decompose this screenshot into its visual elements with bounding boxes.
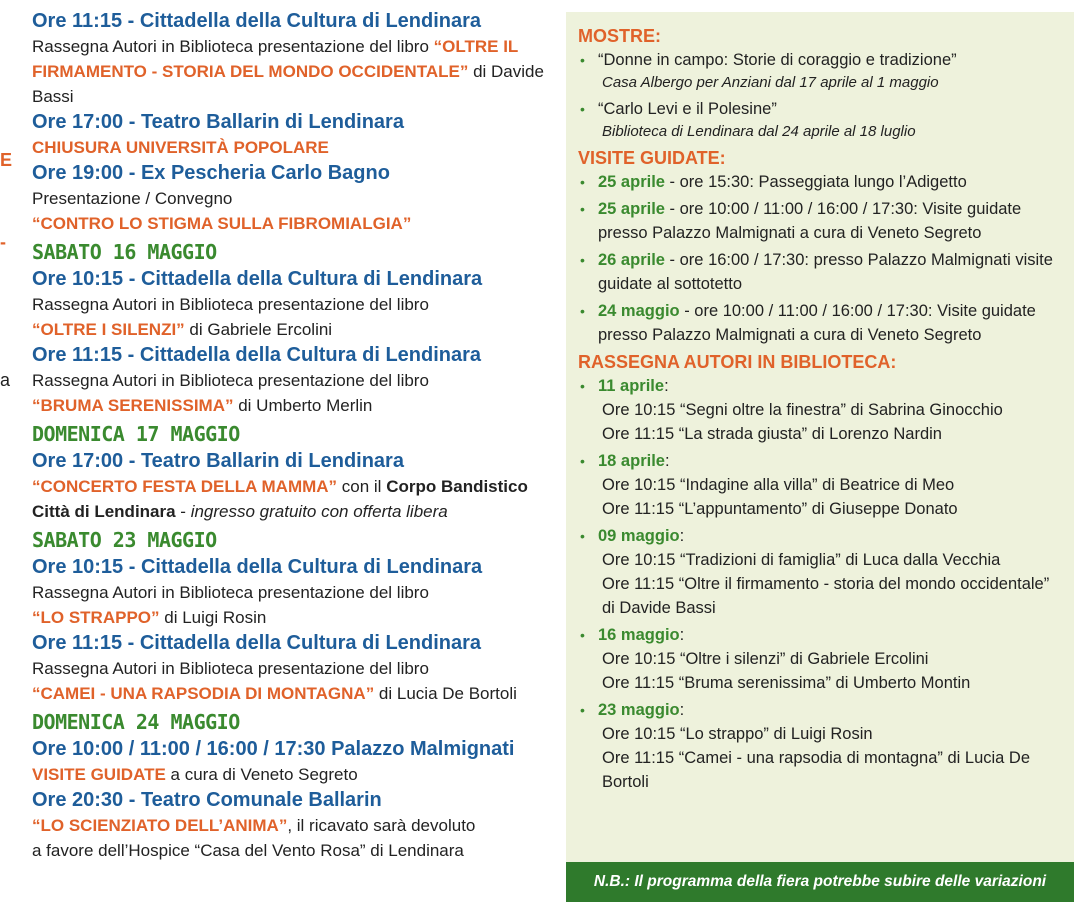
item-main-text <box>598 698 1064 722</box>
item-detail-line: Ore 10:15 “Oltre i silenzi” di Gabriele Ercolini <box>602 650 929 668</box>
text-run: Rassegna Autori in Biblioteca presentazione del libro <box>32 659 429 678</box>
item-detail-line: Ore 10:15 “Lo strappo” di Luigi Rosin <box>602 725 873 743</box>
event-detail-line <box>32 393 552 418</box>
bullet-icon: • <box>580 378 585 394</box>
event-detail-line <box>32 292 552 317</box>
text-run: di Umberto Merlin <box>233 396 373 415</box>
panel-list-item <box>578 197 1064 245</box>
text-run: , il ricavato sarà devoluto <box>287 816 476 835</box>
text-run: Presentazione / Convegno <box>32 189 233 208</box>
text-run: : <box>664 452 670 470</box>
edge-fragment: E <box>0 150 13 170</box>
event-detail-line <box>32 838 552 863</box>
text-run: 09 maggio <box>598 527 680 545</box>
panel-list-item <box>578 248 1064 296</box>
bullet-icon: • <box>580 303 585 319</box>
panel-list-item <box>578 698 1064 794</box>
text-run: 23 maggio <box>598 701 680 719</box>
item-main-text <box>598 374 1064 398</box>
text-run: - <box>175 502 191 521</box>
text-run: 25 aprile <box>598 173 665 191</box>
day-heading: DOMENICA 17 MAGGIO <box>32 422 240 446</box>
section-title: MOSTRE: <box>578 26 661 46</box>
text-run: Città di Lendinara <box>32 502 176 521</box>
text-run: - ore 10:00 / 11:00 / 16:00 / 17:30: Visite guidate presso Palazzo Malmignati a cura di Veneto Segreto <box>598 302 1036 344</box>
text-run: 11 aprile <box>598 377 665 395</box>
text-run: “Carlo Levi e il Polesine” <box>598 100 777 118</box>
day-heading: SABATO 23 MAGGIO <box>32 528 217 552</box>
bullet-icon: • <box>580 528 585 544</box>
event-time-venue: Ore 11:15 - Cittadella della Cultura di Lendinara <box>32 10 482 32</box>
text-run: CHIUSURA UNIVERSITÀ POPOLARE <box>32 138 329 157</box>
event-detail-line <box>32 474 552 499</box>
bullet-icon: • <box>580 101 585 117</box>
event-detail-line <box>32 762 552 787</box>
text-run: “CONTRO LO STIGMA SULLA FIBROMIALGIA” <box>32 214 412 233</box>
item-detail-line: Ore 11:15 “Bruma serenissima” di Umberto Montin <box>602 674 971 692</box>
section-title: VISITE GUIDATE: <box>578 148 726 168</box>
text-run: “BRUMA SERENISSIMA” <box>32 396 234 415</box>
text-run: ingresso gratuito con offerta libera <box>190 502 448 521</box>
edge-fragment: - <box>0 232 6 252</box>
text-run: Corpo Bandistico <box>386 477 528 496</box>
text-run: di Luigi Rosin <box>159 608 267 627</box>
item-detail-line: Ore 11:15 “La strada giusta” di Lorenzo Nardin <box>602 425 942 443</box>
text-run: “LO SCIENZIATO DELL’ANIMA” <box>32 816 288 835</box>
text-run: 25 aprile <box>598 200 665 218</box>
day-heading: DOMENICA 24 MAGGIO <box>32 710 240 734</box>
text-run: “LO STRAPPO” <box>32 608 160 627</box>
event-time-venue: Ore 10:15 - Cittadella della Cultura di Lendinara <box>32 556 483 578</box>
text-run: “OLTRE I SILENZI” <box>32 320 185 339</box>
event-time-venue: Ore 17:00 - Teatro Ballarin di Lendinara <box>32 111 404 133</box>
text-run: 24 maggio <box>598 302 680 320</box>
text-run: 26 aprile <box>598 251 665 269</box>
item-subtitle: Casa Albergo per Anziani dal 17 aprile al 1 maggio <box>602 74 939 91</box>
text-run: - ore 16:00 / 17:30: presso Palazzo Malmignati visite guidate al sottotetto <box>598 251 1053 293</box>
event-detail-line <box>32 317 552 342</box>
text-run: “OLTRE IL FIRMAMENTO - STORIA DEL MONDO OCCIDENTALE” <box>32 37 519 81</box>
event-time-venue: Ore 11:15 - Cittadella della Cultura di Lendinara <box>32 344 482 366</box>
text-run: : <box>679 626 685 644</box>
text-run: : <box>664 377 669 395</box>
event-block <box>32 448 552 524</box>
text-run: : <box>679 527 685 545</box>
event-time-venue: Ore 10:15 - Cittadella della Cultura di Lendinara <box>32 268 483 290</box>
text-run: VISITE GUIDATE <box>32 765 166 784</box>
item-main-text <box>598 623 1064 647</box>
event-block <box>32 109 552 160</box>
event-block <box>32 160 552 236</box>
event-detail-line <box>32 135 552 160</box>
panel-list-item <box>578 170 1064 194</box>
bullet-icon: • <box>580 252 585 268</box>
event-time-venue: Ore 20:30 - Teatro Comunale Ballarin <box>32 789 382 811</box>
text-run: Rassegna Autori in Biblioteca presentazione del libro <box>32 583 429 602</box>
text-run: - ore 15:30: Passeggiata lungo l’Adigetto <box>664 173 967 191</box>
text-run: di Lucia De Bortoli <box>374 684 517 703</box>
text-run: “CONCERTO FESTA DELLA MAMMA” <box>32 477 338 496</box>
event-detail-line <box>32 605 552 630</box>
item-main-text <box>598 97 1064 121</box>
event-detail-line <box>32 34 552 109</box>
item-main-text <box>598 248 1064 296</box>
day-heading: SABATO 16 MAGGIO <box>32 240 217 264</box>
side-info-content <box>566 12 1074 794</box>
item-main-text <box>598 197 1064 245</box>
event-detail-line <box>32 368 552 393</box>
event-detail-line <box>32 211 552 236</box>
panel-list-item <box>578 374 1064 446</box>
edge-fragment: a <box>0 370 11 390</box>
item-main-text <box>598 170 1064 194</box>
event-detail-line <box>32 186 552 211</box>
event-detail-line <box>32 499 552 524</box>
item-detail-line: Ore 11:15 “Camei - una rapsodia di montagna” di Lucia De Bortoli <box>602 749 1031 791</box>
bullet-icon: • <box>580 702 585 718</box>
item-main-text <box>598 524 1064 548</box>
item-detail-line: Ore 10:15 “Segni oltre la finestra” di Sabrina Ginocchio <box>602 401 1003 419</box>
side-info-panel <box>566 12 1074 900</box>
event-detail-line <box>32 681 552 706</box>
section-title: RASSEGNA AUTORI IN BIBLIOTECA: <box>578 352 897 372</box>
footer-note: N.B.: Il programma della fiera potrebbe subire delle variazioni <box>566 862 1074 902</box>
event-block <box>32 266 552 342</box>
event-time-venue: Ore 11:15 - Cittadella della Cultura di Lendinara <box>32 632 482 654</box>
event-block <box>32 630 552 706</box>
panel-list-item <box>578 299 1064 347</box>
text-run: - ore 10:00 / 11:00 / 16:00 / 17:30: Visite guidate presso Palazzo Malmignati a cura di Veneto Segreto <box>598 200 1022 242</box>
bullet-icon: • <box>580 52 585 68</box>
text-run: con il <box>337 477 387 496</box>
event-detail-line <box>32 813 552 838</box>
bullet-icon: • <box>580 453 585 469</box>
text-run: “Donne in campo: Storie di coraggio e tradizione” <box>598 51 957 69</box>
item-detail-line: Ore 10:15 “Tradizioni di famiglia” di Luca dalla Vecchia <box>602 551 1001 569</box>
event-detail-line <box>32 580 552 605</box>
event-block <box>32 342 552 418</box>
panel-list-item <box>578 97 1064 143</box>
panel-list-item <box>578 48 1064 94</box>
event-schedule-column <box>32 8 552 863</box>
item-detail-line: Ore 11:15 “Oltre il firmamento - storia del mondo occidentale” di Davide Bassi <box>602 575 1050 617</box>
panel-list-item <box>578 449 1064 521</box>
event-block <box>32 554 552 630</box>
text-run: di Gabriele Ercolini <box>184 320 333 339</box>
text-run: : <box>679 701 685 719</box>
text-run: Rassegna Autori in Biblioteca presentazione del libro <box>32 371 429 390</box>
text-run: di Davide Bassi <box>32 62 544 106</box>
bullet-icon: • <box>580 174 585 190</box>
text-run: Rassegna Autori in Biblioteca presentazione del libro <box>32 295 429 314</box>
text-run: 18 aprile <box>598 452 665 470</box>
event-time-venue: Ore 19:00 - Ex Pescheria Carlo Bagno <box>32 162 390 184</box>
text-run: 16 maggio <box>598 626 680 644</box>
item-main-text <box>598 299 1064 347</box>
item-detail-line: Ore 11:15 “L’appuntamento” di Giuseppe Donato <box>602 500 958 518</box>
item-main-text <box>598 48 1064 72</box>
text-run: a cura di Veneto Segreto <box>165 765 358 784</box>
event-block <box>32 787 552 863</box>
event-time-venue: Ore 17:00 - Teatro Ballarin di Lendinara <box>32 450 404 472</box>
item-subtitle: Biblioteca di Lendinara dal 24 aprile al 18 luglio <box>602 123 916 140</box>
text-run: “CAMEI - UNA RAPSODIA DI MONTAGNA” <box>32 684 375 703</box>
event-block <box>32 736 552 787</box>
panel-list-item <box>578 623 1064 695</box>
text-run: a favore dell’Hospice “Casa del Vento Rosa” di Lendinara <box>32 841 464 860</box>
bullet-icon: • <box>580 627 585 643</box>
bullet-icon: • <box>580 201 585 217</box>
panel-list-item <box>578 524 1064 620</box>
item-detail-line: Ore 10:15 “Indagine alla villa” di Beatrice di Meo <box>602 476 955 494</box>
text-run: Rassegna Autori in Biblioteca presentazione del libro <box>32 37 434 56</box>
event-time-venue: Ore 10:00 / 11:00 / 16:00 / 17:30 Palazzo Malmignati <box>32 738 515 760</box>
event-detail-line <box>32 656 552 681</box>
event-block <box>32 8 552 109</box>
item-main-text <box>598 449 1064 473</box>
